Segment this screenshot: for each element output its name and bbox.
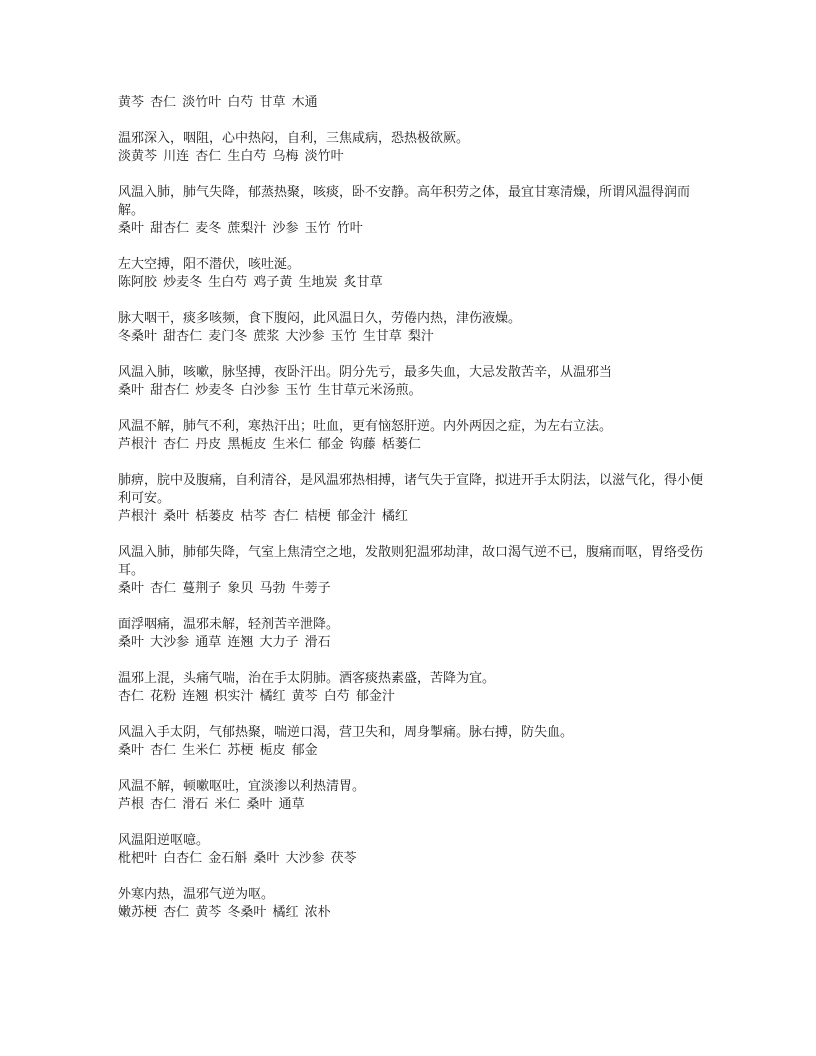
prescription-entry-12 [118, 724, 708, 760]
document-page [118, 94, 708, 940]
prescription-herbs: 芦根 杏仁 滑石 米仁 桑叶 通草 [118, 797, 305, 812]
prescription-herbs: 桑叶 甜杏仁 麦冬 蔗梨汁 沙参 玉竹 竹叶 [118, 221, 363, 236]
case-note: 风温入肺，咳嗽，脉坚搏，夜卧汗出。阴分先亏，最多失血，大忌发散苦辛，从温邪当 [118, 365, 613, 380]
prescription-herbs: 桑叶 杏仁 生米仁 苏梗 栀皮 郁金 [118, 743, 318, 758]
case-note: 温邪上混，头痛气喘，治在手太阴肺。酒客痰热素盛，苦降为宜。 [118, 671, 496, 686]
case-note: 左大空搏，阳不潜伏，咳吐涎。 [118, 257, 301, 272]
prescription-herbs: 桑叶 甜杏仁 炒麦冬 白沙参 玉竹 生甘草元米汤煎。 [118, 383, 422, 398]
prescription-entry-7 [118, 418, 708, 454]
prescription-entry-14 [118, 832, 708, 868]
case-note: 脉大咽干，痰多咳频，食下腹闷，此风温日久，劳倦内热，津伤液燥。 [118, 311, 522, 326]
prescription-entry-5 [118, 310, 708, 346]
prescription-herbs: 陈阿胶 炒麦冬 生白芍 鸡子黄 生地炭 炙甘草 [118, 275, 383, 290]
prescription-herbs: 芦根汁 杏仁 丹皮 黑栀皮 生米仁 郁金 钩藤 栝蒌仁 [118, 437, 421, 452]
prescription-herbs: 芦根汁 桑叶 栝蒌皮 枯芩 杏仁 桔梗 郁金汁 橘红 [118, 509, 408, 524]
prescription-entry-9 [118, 544, 708, 598]
case-note: 风温阳逆呕噫。 [118, 833, 210, 848]
prescription-herbs: 桑叶 杏仁 蔓荆子 象贝 马勃 牛蒡子 [118, 581, 331, 596]
case-note: 外寒内热，温邪气逆为呕。 [118, 887, 275, 902]
prescription-entry-10 [118, 616, 708, 652]
case-note: 温邪深入，咽阻，心中热闷，自利，三焦咸病，恐热极欲厥。 [118, 131, 470, 146]
prescription-herbs: 淡黄芩 川连 杏仁 生白芍 乌梅 淡竹叶 [118, 149, 344, 164]
case-note: 风温不解，顿嗽呕吐，宜淡渗以利热清胃。 [118, 779, 366, 794]
prescription-entry-11 [118, 670, 708, 706]
prescription-herbs: 嫩苏梗 杏仁 黄芩 冬桑叶 橘红 浓朴 [118, 905, 331, 920]
prescription-herbs: 黄芩 杏仁 淡竹叶 白芍 甘草 木通 [118, 95, 318, 110]
case-note: 风温不解，肺气不利，寒热汗出；吐血，更有恼怒肝逆。内外两因之症，为左右立法。 [118, 419, 613, 434]
case-note: 肺痹，脘中及腹痛，自利清谷，是风温邪热相搏，诸气失于宣降，拟进开手太阴法，以滋气化，得小便利可安。 [118, 473, 704, 506]
prescription-herbs: 枇杷叶 白杏仁 金石斛 桑叶 大沙参 茯苓 [118, 851, 357, 866]
prescription-entry-1 [118, 94, 708, 112]
case-note: 面浮咽痛，温邪未解，轻剂苦辛泄降。 [118, 617, 340, 632]
prescription-entry-2 [118, 130, 708, 166]
prescription-entry-15 [118, 886, 708, 922]
case-note: 风温入手太阴，气郁热聚，喘逆口渴，营卫失和，周身掣痛。脉右搏，防失血。 [118, 725, 574, 740]
prescription-herbs: 冬桑叶 甜杏仁 麦门冬 蔗浆 大沙参 玉竹 生甘草 梨汁 [118, 329, 434, 344]
prescription-entry-3 [118, 184, 708, 238]
prescription-herbs: 桑叶 大沙参 通草 连翘 大力子 滑石 [118, 635, 331, 650]
prescription-entry-6 [118, 364, 708, 400]
prescription-entry-13 [118, 778, 708, 814]
case-note: 风温入肺，肺气失降，郁蒸热聚，咳痰，卧不安静。高年积劳之体，最宜甘寒清燥，所谓风温得润而解。 [118, 185, 691, 218]
case-note: 风温入肺，肺郁失降，气室上焦清空之地，发散则犯温邪劫津，故口渴气逆不已，腹痛而呕，胃络受伤耳。 [118, 545, 704, 578]
prescription-entry-4 [118, 256, 708, 292]
prescription-entry-8 [118, 472, 708, 526]
prescription-herbs: 杏仁 花粉 连翘 枳实汁 橘红 黄芩 白芍 郁金汁 [118, 689, 395, 704]
